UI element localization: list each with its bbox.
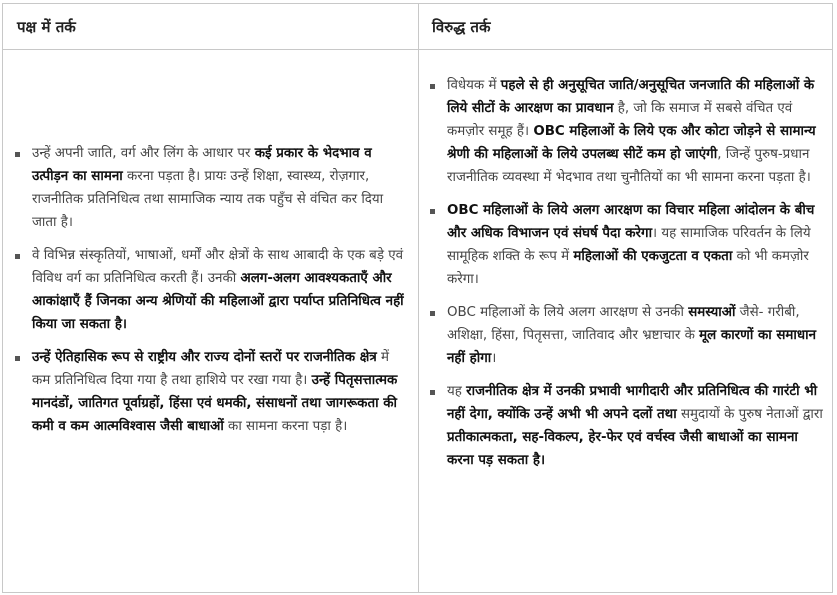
square-bullet-icon — [15, 356, 20, 361]
bold-text-segment: कई प्रकार के भेदभाव व उत्पीड़न का सामना — [32, 146, 372, 184]
bullet-item — [430, 301, 828, 370]
text-segment: OBC महिलाओं के लिये अलग आरक्षण से उनकी — [447, 305, 689, 320]
text-segment: को भी कमज़ोर करेगा। — [447, 249, 809, 287]
for-arguments-cell — [15, 142, 410, 448]
bullet-item — [15, 244, 410, 336]
text-segment: का सामना करना पड़ा है। — [223, 419, 348, 434]
square-bullet-icon — [430, 209, 435, 214]
arguments-table — [2, 3, 833, 593]
text-segment: में कम प्रतिनिधित्व दिया गया है तथा हाशिये पर रखा गया है। — [32, 350, 389, 388]
text-segment: । यह सामाजिक परिवर्तन के लिये सामूहिक शक्ति के रूप में — [447, 226, 811, 264]
square-bullet-icon — [430, 84, 435, 89]
column-divider — [418, 4, 419, 592]
bold-text-segment: OBC महिलाओं के लिये एक और कोटा जोड़ने से सामान्य श्रेणी की महिलाओं के लिये उपलब्ध सीटें कम हो जाएंगी — [447, 124, 816, 162]
text-segment: वे विभिन्न संस्कृतियों, भाषाओं, धर्मों और क्षेत्रों के साथ आबादी के एक बड़े एवं विविध वर्ग का प्रतिनिधित्व करती हैं। उनकी — [32, 248, 404, 286]
text-segment: है, जो कि समाज में सबसे वंचित एवं कमज़ोर समूह हैं। — [447, 101, 793, 139]
bullet-item — [15, 142, 410, 234]
header-for-arguments: पक्ष में तर्क — [17, 18, 76, 36]
text-segment: समुदायों के पुरुष नेताओं द्वारा — [676, 407, 823, 422]
bullet-item — [430, 380, 828, 472]
bold-text-segment: समस्याओं — [688, 305, 736, 320]
square-bullet-icon — [430, 311, 435, 316]
bullet-item — [430, 74, 828, 189]
bold-text-segment: प्रतीकात्मकता, सह-विकल्प, हेर-फेर एवं वर्चस्व जैसी बाधाओं का सामना करना पड़ सकता है। — [447, 430, 798, 468]
for-arguments-list — [15, 142, 410, 438]
header-against-arguments: विरुद्ध तर्क — [432, 18, 491, 36]
square-bullet-icon — [15, 254, 20, 259]
bold-text-segment: उन्हें ऐतिहासिक रूप से राष्ट्रीय और राज्य दोनों स्तरों पर राजनीतिक क्षेत्र — [32, 350, 377, 365]
text-segment: , जिन्हें पुरुष-प्रधान राजनीतिक व्यवस्था में भेदभाव तथा चुनौतियों का भी सामना करना पड़ता है। — [447, 147, 811, 185]
text-segment: । — [491, 351, 497, 366]
bold-text-segment: उन्हें पितृसत्तात्मक मानदंडों, जातिगत पूर्वाग्रहों, हिंसा एवं धमकी, संसाधनों तथा जागरूकता की कमी व कम आत्मविश्वास जैसी बाधाओं — [32, 373, 398, 434]
square-bullet-icon — [430, 390, 435, 395]
text-segment: विधेयक में — [447, 78, 501, 93]
bold-text-segment: राजनीतिक क्षेत्र में उनकी प्रभावी भागीदारी और प्रतिनिधित्व की गारंटी भी नहीं देगा, क्योंकि उन्हें अभी भी अपने दलों तथा — [447, 384, 818, 422]
against-arguments-cell — [430, 74, 828, 482]
text-segment: उन्हें अपनी जाति, वर्ग और लिंग के आधार पर — [32, 146, 255, 161]
text-segment: यह — [447, 384, 467, 399]
bold-text-segment: मूल कारणों का समाधान नहीं होगा — [447, 328, 817, 366]
square-bullet-icon — [15, 152, 20, 157]
text-segment: करना पड़ता है। प्रायः उन्हें शिक्षा, स्वास्थ्य, रोज़गार, राजनीतिक प्रतिनिधित्व तथा सामाजिक न्याय तक पहुँच से वंचित कर दिया जाता है। — [32, 169, 384, 230]
bullet-item — [430, 199, 828, 291]
text-segment: जैसे- गरीबी, अशिक्षा, हिंसा, पितृसत्ता, जातिवाद और भ्रष्टाचार के — [447, 305, 800, 343]
bullet-item — [15, 346, 410, 438]
bold-text-segment: महिलाओं की एकजुटता व एकता — [573, 249, 733, 264]
bold-text-segment: अलग-अलग आवश्यकताएँ और आकांक्षाएँ हैं जिनका अन्य श्रेणियों की महिलाओं द्वारा पर्याप्त प्रतिनिधित्व नहीं किया जा सकता है। — [32, 271, 404, 332]
bold-text-segment: OBC महिलाओं के लिये अलग आरक्षण का विचार महिला आंदोलन के बीच और अधिक विभाजन एवं संघर्ष पैदा करेगा — [447, 203, 815, 241]
bold-text-segment: पहले से ही अनुसूचित जाति/अनुसूचित जनजाति की महिलाओं के लिये सीटों के आरक्षण का प्रावधान — [447, 78, 815, 116]
against-arguments-list — [430, 74, 828, 472]
